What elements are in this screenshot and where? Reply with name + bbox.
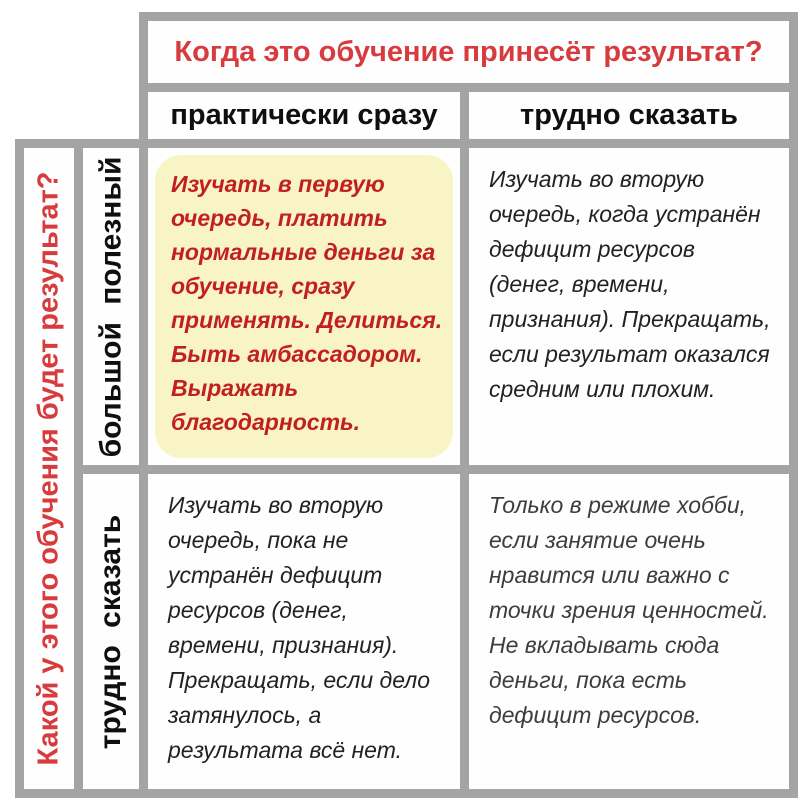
column-header-hard-to-say: трудно сказать xyxy=(469,92,789,139)
row-header-hard-to-say-text: трудно сказать xyxy=(94,514,127,749)
left-question-title-text: Какой у этого обучения будет результат? xyxy=(32,171,65,766)
cell-top-right-text: Изучать во вторую очередь, когда устранён дефицит ресурсов (денег, времени, признания). Прекращать, если результат оказался средним или плохим. xyxy=(489,166,771,402)
row-header-big-useful-text: большой полезный xyxy=(94,156,128,457)
column-header-practically-immediately: практически сразу xyxy=(148,92,460,139)
top-question-title xyxy=(148,21,789,83)
cell-bottom-left xyxy=(148,474,460,789)
left-header-table xyxy=(15,139,148,798)
cell-bottom-right xyxy=(469,474,789,789)
cell-top-left xyxy=(148,148,460,465)
matrix-cells xyxy=(139,139,798,798)
cell-top-right xyxy=(469,148,789,465)
left-question-title xyxy=(24,148,74,789)
cell-top-left-text: Изучать в первую очередь, платить нормальные деньги за обучение, сразу применять. Делиться. Быть амбассадором. Выражать благодарность. xyxy=(171,171,443,435)
cell-bottom-left-text: Изучать во вторую очередь, пока не устранён дефицит ресурсов (денег, времени, признания). Прекращать, если дело затянулось, а результата всё нет. xyxy=(168,492,431,763)
row-header-hard-to-say xyxy=(83,474,139,789)
highlight-note xyxy=(155,155,453,458)
cell-bottom-right-text: Только в режиме хобби, если занятие очень нравится или важно с точки зрения ценностей. Не вкладывать сюда деньги, пока есть дефицит ресурсов. xyxy=(489,492,769,728)
row-header-big-useful xyxy=(83,148,139,465)
top-header-table xyxy=(139,12,798,148)
top-question-title-text: Когда это обучение принесёт результат? xyxy=(174,35,763,68)
